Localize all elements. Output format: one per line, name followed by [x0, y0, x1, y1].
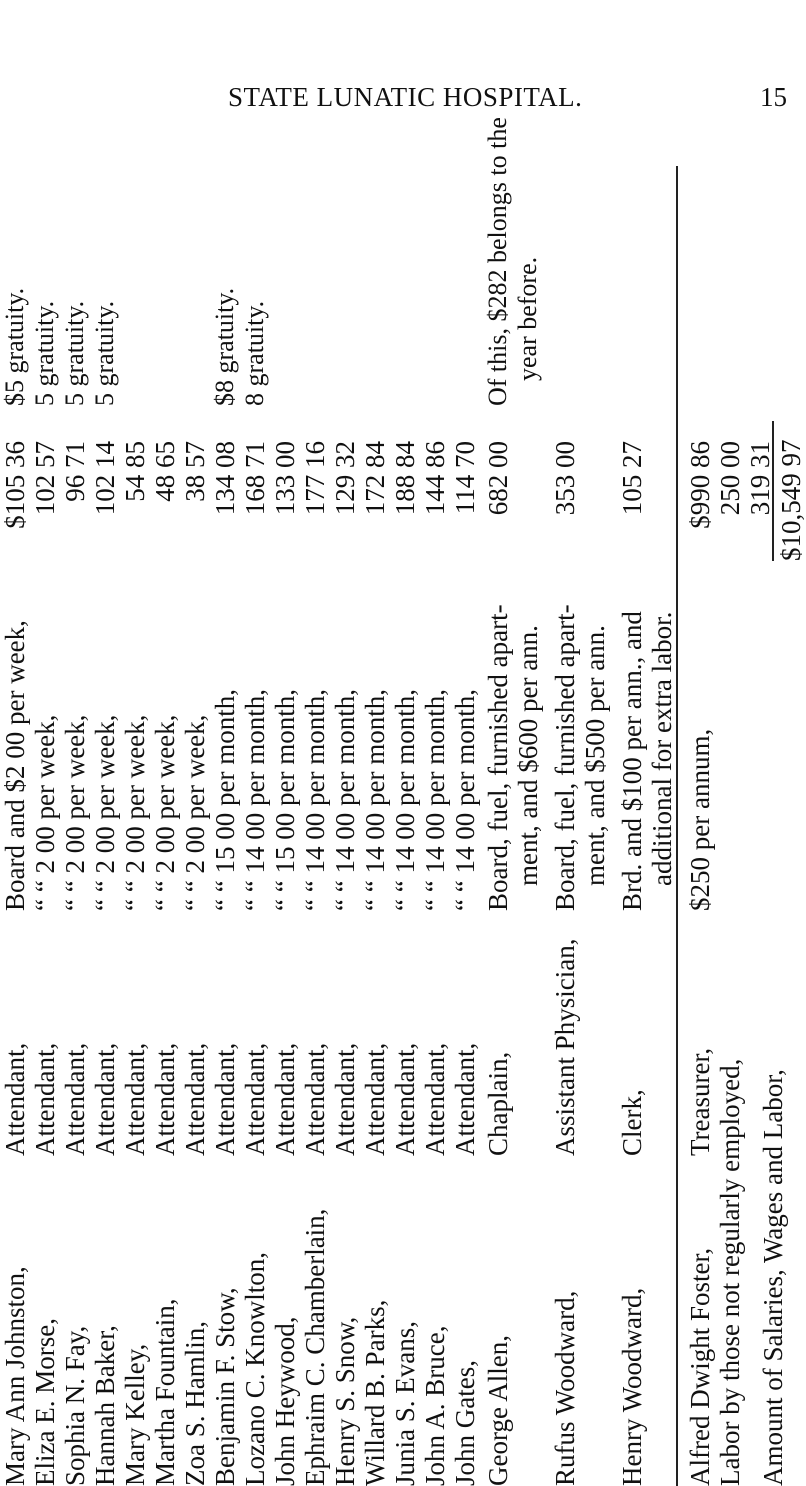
pay-rate: “ “ 14 00 per month, — [420, 689, 450, 911]
note: 5 gratuity. — [60, 300, 89, 406]
employee-name: John A. Bruce, — [420, 1325, 450, 1486]
amount: 168 71 — [240, 441, 270, 516]
note: 8 gratuity. — [240, 300, 269, 406]
employee-title: Attendant, — [420, 1042, 450, 1156]
amount: 48 65 — [150, 441, 180, 502]
employee-title: Attendant, — [390, 1042, 420, 1156]
note: $8 gratuity. — [210, 287, 239, 406]
employee-title: Clerk, — [617, 1089, 647, 1156]
pay-rate: additional for extra labor. — [647, 611, 677, 886]
amount: 250 00 — [715, 441, 745, 516]
employee-name: George Allen, — [483, 1335, 513, 1486]
employee-title: Treasurer, — [685, 1047, 715, 1156]
employee-title: Attendant, — [120, 1042, 150, 1156]
amount: 177 16 — [300, 441, 330, 516]
employee-name: Alfred Dwight Foster, — [685, 1247, 715, 1486]
pay-rate: “ “ 14 00 per month, — [360, 689, 390, 911]
employee-name: Labor by those not regularly employed, — [715, 1058, 745, 1486]
amount: $990 86 — [685, 441, 715, 529]
employee-title: Attendant, — [90, 1042, 120, 1156]
pay-rate: $250 per annum, — [685, 728, 715, 911]
employee-title: Attendant, — [150, 1042, 180, 1156]
employee-name: Lozano C. Knowlton, — [240, 1252, 270, 1486]
amount: 682 00 — [483, 441, 513, 516]
pay-rate: ment, and $600 per ann. — [513, 625, 543, 886]
note: 5 gratuity. — [90, 300, 119, 406]
note: 5 gratuity. — [30, 300, 59, 406]
pay-rate: “ “ 14 00 per month, — [450, 689, 480, 911]
employee-name: Sophia N. Fay, — [60, 1325, 90, 1486]
employee-title: Attendant, — [330, 1042, 360, 1156]
employee-title: Assistant Physician, — [550, 938, 580, 1156]
amount: 319 31 — [745, 441, 775, 516]
amount: $105 36 — [0, 441, 30, 529]
amount: 114 70 — [450, 441, 480, 515]
employee-name: Henry S. Snow, — [330, 1316, 360, 1486]
total-label: Amount of Salaries, Wages and Labor, — [758, 1069, 788, 1486]
employee-title: Attendant, — [450, 1042, 480, 1156]
employee-name: Zoa S. Hamlin, — [180, 1321, 210, 1486]
pay-rate: “ “ 14 00 per month, — [330, 689, 360, 911]
employee-name: Junia S. Evans, — [390, 1321, 420, 1486]
pay-rate: “ “ 14 00 per month, — [390, 689, 420, 911]
employee-name: Benjamin F. Stow, — [210, 1287, 240, 1486]
employee-title: Attendant, — [210, 1042, 240, 1156]
pay-rate: “ “ 2 00 per week, — [90, 714, 120, 911]
employee-title: Attendant, — [0, 1042, 30, 1156]
note: Of this, $282 belongs to the — [483, 117, 512, 406]
employee-name: John Gates, — [450, 1360, 480, 1486]
amount: 105 27 — [617, 441, 647, 516]
pay-rate: “ “ 2 00 per week, — [180, 714, 210, 911]
pay-rate: “ “ 15 00 per month, — [270, 689, 300, 911]
amount: 353 00 — [550, 441, 580, 516]
employee-title: Attendant, — [300, 1042, 330, 1156]
amount: 38 57 — [180, 441, 210, 502]
employee-name: Mary Kelley, — [120, 1343, 150, 1486]
pay-rate: “ “ 2 00 per week, — [120, 714, 150, 911]
employee-name: Ephraim C. Chamberlain, — [300, 1208, 330, 1486]
sum-rule — [772, 421, 774, 561]
pay-rate: “ “ 2 00 per week, — [150, 714, 180, 911]
amount: 54 85 — [120, 441, 150, 502]
pay-rate: “ “ 2 00 per week, — [60, 714, 90, 911]
employee-title: Attendant, — [240, 1042, 270, 1156]
employee-name: Mary Ann Johnston, — [0, 1266, 30, 1486]
employee-name: John Heywood, — [270, 1316, 300, 1486]
amount: 96 71 — [60, 441, 90, 502]
employee-name: Hannah Baker, — [90, 1325, 120, 1486]
divider — [676, 166, 678, 1486]
amount: 172 84 — [360, 441, 390, 516]
pay-rate: “ “ 2 00 per week, — [30, 714, 60, 911]
employee-title: Attendant, — [60, 1042, 90, 1156]
amount: 102 57 — [30, 441, 60, 516]
page-header — [0, 82, 800, 122]
pay-rate: Brd. and $100 per ann., and — [617, 611, 647, 911]
amount: 144 86 — [420, 441, 450, 516]
amount: 188 84 — [390, 441, 420, 516]
amount: 102 14 — [90, 441, 120, 516]
amount: 134 08 — [210, 441, 240, 516]
page-number: 15 — [760, 82, 787, 112]
pay-rate: ment, and $500 per ann. — [580, 625, 610, 886]
employee-title: Attendant, — [270, 1042, 300, 1156]
amount: 133 00 — [270, 441, 300, 516]
pay-rate: Board, fuel, furnished apart- — [550, 604, 580, 911]
total-amount: $10,549 97 — [776, 439, 806, 561]
employee-title: Attendant, — [30, 1042, 60, 1156]
employee-name: Willard B. Parks, — [360, 1299, 390, 1486]
employee-title: Attendant, — [360, 1042, 390, 1156]
note: $5 gratuity. — [0, 287, 29, 406]
pay-rate: “ “ 15 00 per month, — [210, 689, 240, 911]
running-head: STATE LUNATIC HOSPITAL. — [228, 82, 583, 112]
employee-name: Henry Woodward, — [617, 1287, 647, 1486]
employee-title: Chaplain, — [483, 1051, 513, 1156]
employee-title: Attendant, — [180, 1042, 210, 1156]
employee-name: Eliza E. Morse, — [30, 1318, 60, 1486]
amount: 129 32 — [330, 441, 360, 516]
pay-rate: “ “ 14 00 per month, — [300, 689, 330, 911]
pay-rate: Board, fuel, furnished apart- — [483, 604, 513, 911]
salary-table — [0, 117, 806, 1486]
employee-name: Rufus Woodward, — [550, 1290, 580, 1486]
pay-rate: “ “ 14 00 per month, — [240, 689, 270, 911]
note: year before. — [513, 256, 542, 381]
pay-rate: Board and $2 00 per week, — [0, 620, 30, 911]
employee-name: Martha Fountain, — [150, 1298, 180, 1486]
